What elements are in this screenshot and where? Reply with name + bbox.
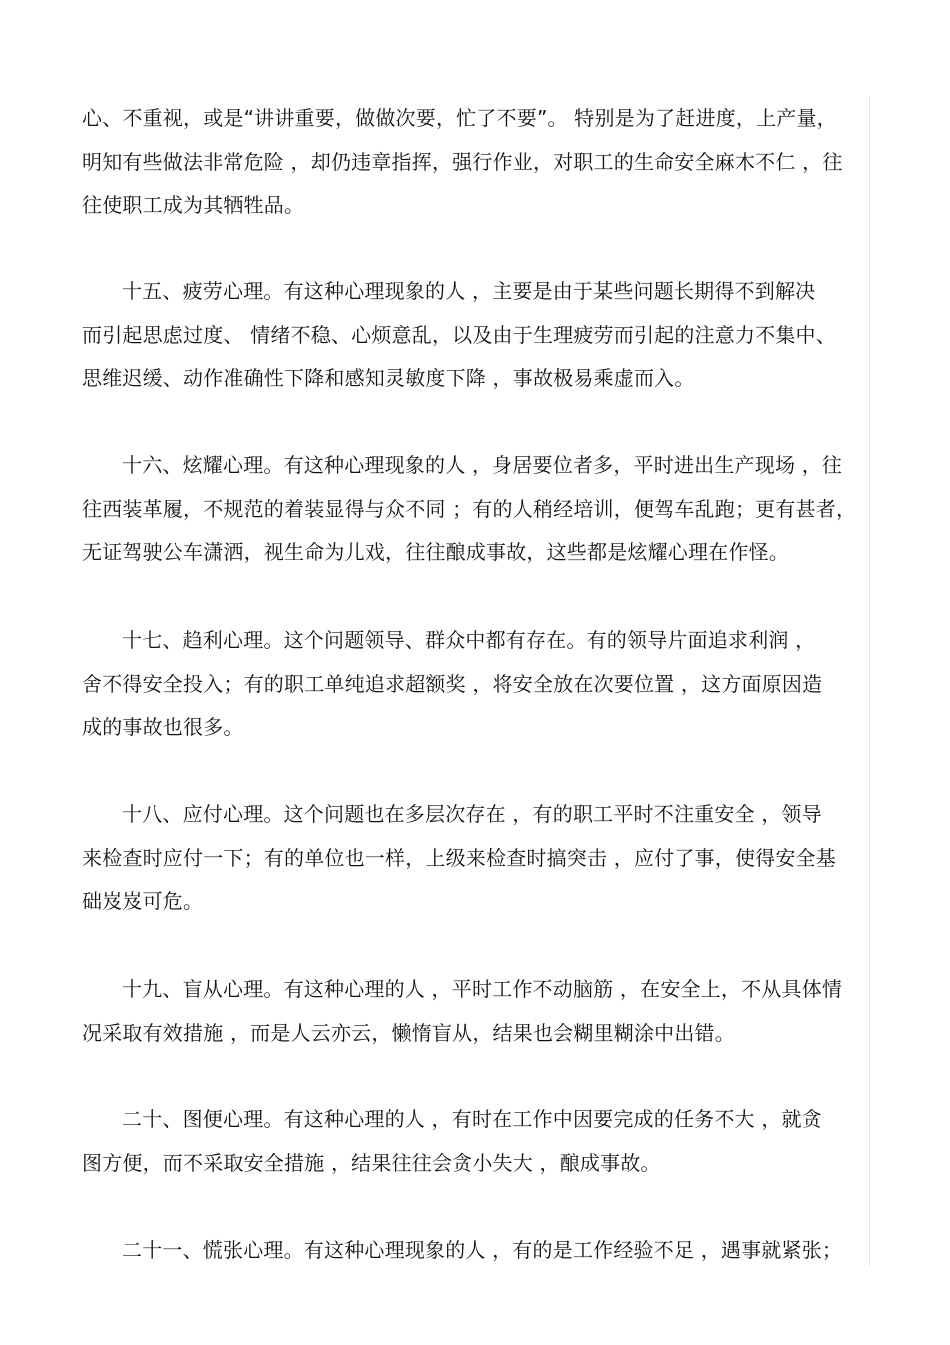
text-line: 十六、炫耀心理。有这种心理现象的人 ，身居要位者多，平时进出生产现场 ，往 <box>122 453 843 477</box>
text-line: 而引起思虑过度、 情绪不稳、心烦意乱，以及由于生理疲劳而引起的注意力不集中、 <box>82 322 836 347</box>
paragraph-panic <box>82 1229 870 1273</box>
text-line: 图方便，而不采取安全措施 ，结果往往会贪小失大 ，酿成事故。 <box>82 1150 661 1175</box>
text-line: 二十、图便心理。有这种心理的人 ，有时在工作中因要完成的任务不大 ，就贪 <box>122 1107 822 1131</box>
paragraph-fatigue <box>82 270 870 401</box>
paragraph-convenience <box>82 1098 870 1185</box>
text-line: 往西装革履，不规范的着装显得与众不同 ；有的人稍经培训，便驾车乱跑；更有甚者， <box>82 496 857 521</box>
text-line: 来检查时应付一下；有的单位也一样，上级来检查时搞突击 ，应付了事，使得安全基 <box>82 845 836 870</box>
text-line: 况采取有效措施 ，而是人云亦云，懒惰盲从，结果也会糊里糊涂中出错。 <box>82 1020 735 1045</box>
text-line: 十五、疲劳心理。有这种心理现象的人 ，主要是由于某些问题长期得不到解决 <box>122 279 816 303</box>
text-line: 思维迟缓、动作准确性下降和感知灵敏度下降 ，事故极易乘虚而入。 <box>82 366 695 390</box>
paragraph-blind-following <box>82 968 870 1055</box>
paragraph-show-off <box>82 444 870 575</box>
text-line: 明知有些做法非常危险 ，却仍违章指挥，强行作业，对职工的生命安全麻木不仁 ，往 <box>82 149 843 174</box>
paragraph-profit <box>82 619 870 750</box>
paragraph-perfunctory <box>82 793 870 924</box>
text-line: 二十一、慌张心理。有这种心理现象的人 ，有的是工作经验不足 ，遇事就紧张； <box>122 1238 843 1262</box>
text-line: 础岌岌可危。 <box>82 889 204 913</box>
text-line: 十七、趋利心理。这个问题领导、群众中都有存在。有的领导片面追求利润 ， <box>122 628 816 652</box>
text-line: 心、不重视，或是“讲讲重要，做做次要，忙了不要”。 特别是为了赶进度，上产量， <box>82 106 837 130</box>
text-line: 十八、应付心理。这个问题也在多层次存在 ，有的职工平时不注重安全 ，领导 <box>122 802 822 826</box>
text-line: 成的事故也很多。 <box>82 715 244 739</box>
paragraph-continuation <box>82 97 870 228</box>
text-line: 往使职工成为其牺牲品。 <box>82 193 305 217</box>
text-line: 舍不得安全投入；有的职工单纯追求超额奖 ，将安全放在次要位置 ，这方面原因造 <box>82 671 823 696</box>
text-line: 十九、盲从心理。有这种心理的人 ，平时工作不动脑筋 ，在安全上，不从具体情 <box>122 977 843 1001</box>
text-line: 无证驾驶公车潇洒，视生命为儿戏，往往酿成事故，这些都是炫耀心理在作怪。 <box>82 540 789 564</box>
